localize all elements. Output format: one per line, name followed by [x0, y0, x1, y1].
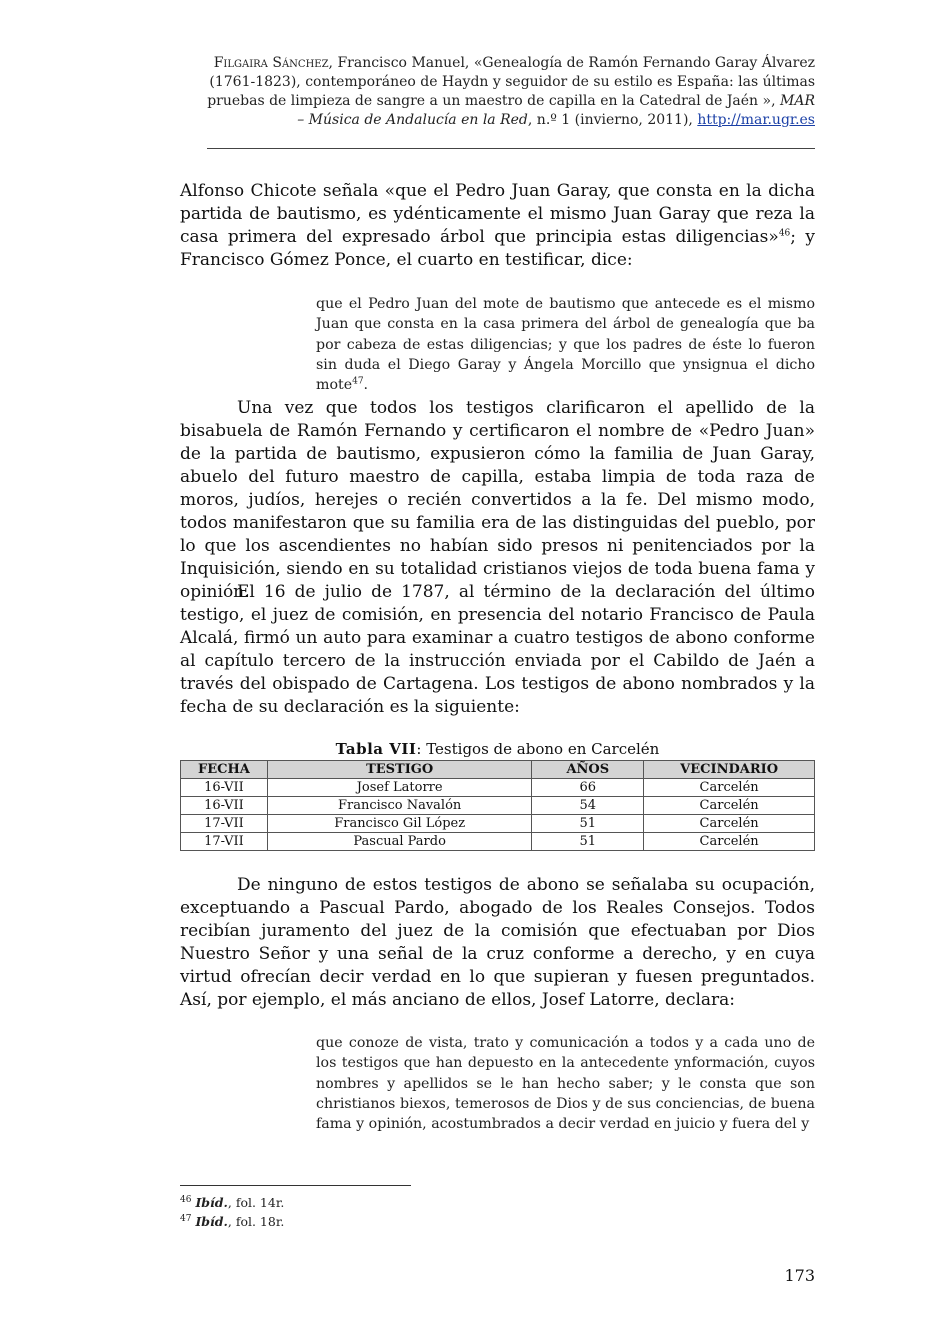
cell-fecha: 17-VII: [181, 833, 268, 851]
footnote-rule: [180, 1185, 411, 1186]
table-row: [181, 833, 815, 851]
header-author: Filgaira Sánchez: [213, 55, 329, 71]
column-header-vecindario: VECINDARIO: [644, 761, 815, 779]
page-number: 173: [784, 1266, 815, 1285]
table-row: [181, 797, 815, 815]
cell-vecindario: Carcelén: [644, 833, 815, 851]
footnote-ref-46[interactable]: 46: [778, 228, 791, 239]
running-header: [200, 54, 815, 130]
cell-anos: 51: [532, 815, 644, 833]
block-quote-1: que el Pedro Juan del mote de bautismo que antecede es el mismo Juan que consta en la casa primera del árbol de genealogía que ba por cabeza de estas diligencias; y que los padres de éste lo fueron sin duda el Diego Garay y Ángela Morcillo que ynsignua el dicho mote$^{47}$.: [316, 296, 815, 394]
cell-fecha: 16-VII: [181, 779, 268, 797]
footnote-ref-47[interactable]: 47: [352, 376, 364, 387]
cell-testigo: Pascual Pardo: [267, 833, 531, 851]
cell-anos: 54: [532, 797, 644, 815]
cell-testigo: Francisco Navalón: [267, 797, 531, 815]
header-issue: , n.º 1 (invierno, 2011),: [527, 112, 698, 128]
header-url-link[interactable]: http://mar.ugr.es: [697, 112, 815, 128]
footnote-47: $^{47}$ Ibíd., fol. 18r.: [180, 1213, 285, 1229]
header-citation: , Francisco Manuel, «Genealogía de Ramón Fernando Garay Álvarez (1761-1823), contemporáneo de Haydn y seguidor de su estilo es España: las últimas pruebas de limpieza de sangre a un maestro de capilla en la Catedral de Jaén »,: [207, 55, 815, 109]
cell-fecha: 16-VII: [181, 797, 268, 815]
witness-table: [180, 760, 815, 851]
cell-anos: 66: [532, 779, 644, 797]
cell-anos: 51: [532, 833, 644, 851]
paragraph-1: Alfonso Chicote señala «que el Pedro Juan Garay, que consta en la dicha partida de bautismo, es ydénticamente el mismo Juan Garay que reza la casa primera del expresado árbol que principia estas diligencias»$^{46}$; y Francisco Gómez Ponce, el cuarto en testificar, dice:: [180, 181, 815, 270]
cell-fecha: 17-VII: [181, 815, 268, 833]
cell-vecindario: Carcelén: [644, 779, 815, 797]
table-header-row: [181, 761, 815, 779]
table-caption: Tabla VII: Testigos de abono en Carcelén: [335, 740, 660, 758]
cell-testigo: Josef Latorre: [267, 779, 531, 797]
cell-vecindario: Carcelén: [644, 815, 815, 833]
column-header-anos: AÑOS: [532, 761, 644, 779]
column-header-testigo: TESTIGO: [267, 761, 531, 779]
paragraph-4: De ninguno de estos testigos de abono se señalaba su ocupación, exceptuando a Pascual Pardo, abogado de los Reales Consejos. Todos recibían juramento del juez de la comisión que efectuaban por Dios Nuestro Señor y una señal de la cruz conforme a derecho, y en cuya virtud ofrecían decir verdad en lo que supieran y fuesen preguntados. Así, por ejemplo, el más anciano de ellos, Josef Latorre, declara:: [180, 875, 815, 1010]
cell-testigo: Francisco Gil López: [267, 815, 531, 833]
footnote-46: $^{46}$ Ibíd., fol. 14r.: [180, 1194, 285, 1210]
cell-vecindario: Carcelén: [644, 797, 815, 815]
paragraph-2: Una vez que todos los testigos clarificaron el apellido de la bisabuela de Ramón Fernando y certificaron el nombre de «Pedro Juan» de la partida de bautismo, expusieron cómo la familia de Juan Garay, abuelo del futuro maestro de capilla, estaba limpia de toda raza de moros, judíos, herejes o recién convertidos a la fe. Del mismo modo, todos manifestaron que su familia era de las distinguidas del pueblo, por lo que los ascendientes no habían sido presos ni penitenciados por la Inquisición, siendo en su totalidad cristianos viejos de toda buena fama y opinión.: [180, 398, 815, 602]
block-quote-2: que conoze de vista, trato y comunicación a todos y a cada uno de los testigos que han depuesto en la antecedente ynformación, cuyos nombres y apellidos se le han hecho saber; y le consta que son christianos biexos, temerosos de Dios y de sus conciencias, de buena fama y opinión, acostumbrados a decir verdad en juicio y fuera del y: [316, 1035, 815, 1133]
column-header-fecha: FECHA: [181, 761, 268, 779]
header-journal: MAR – Música de Andalucía en la Red: [297, 93, 815, 128]
table-row: [181, 815, 815, 833]
header-rule: [207, 148, 815, 149]
table-row: [181, 779, 815, 797]
paragraph-3: El 16 de julio de 1787, al término de la declaración del último testigo, el juez de comisión, en presencia del notario Francisco de Paula Alcalá, firmó un auto para examinar a cuatro testigos de abono conforme al capítulo tercero de la instrucción enviada por el Cabildo de Jaén a través del obispado de Cartagena. Los testigos de abono nombrados y la fecha de su declaración es la siguiente:: [180, 582, 815, 717]
